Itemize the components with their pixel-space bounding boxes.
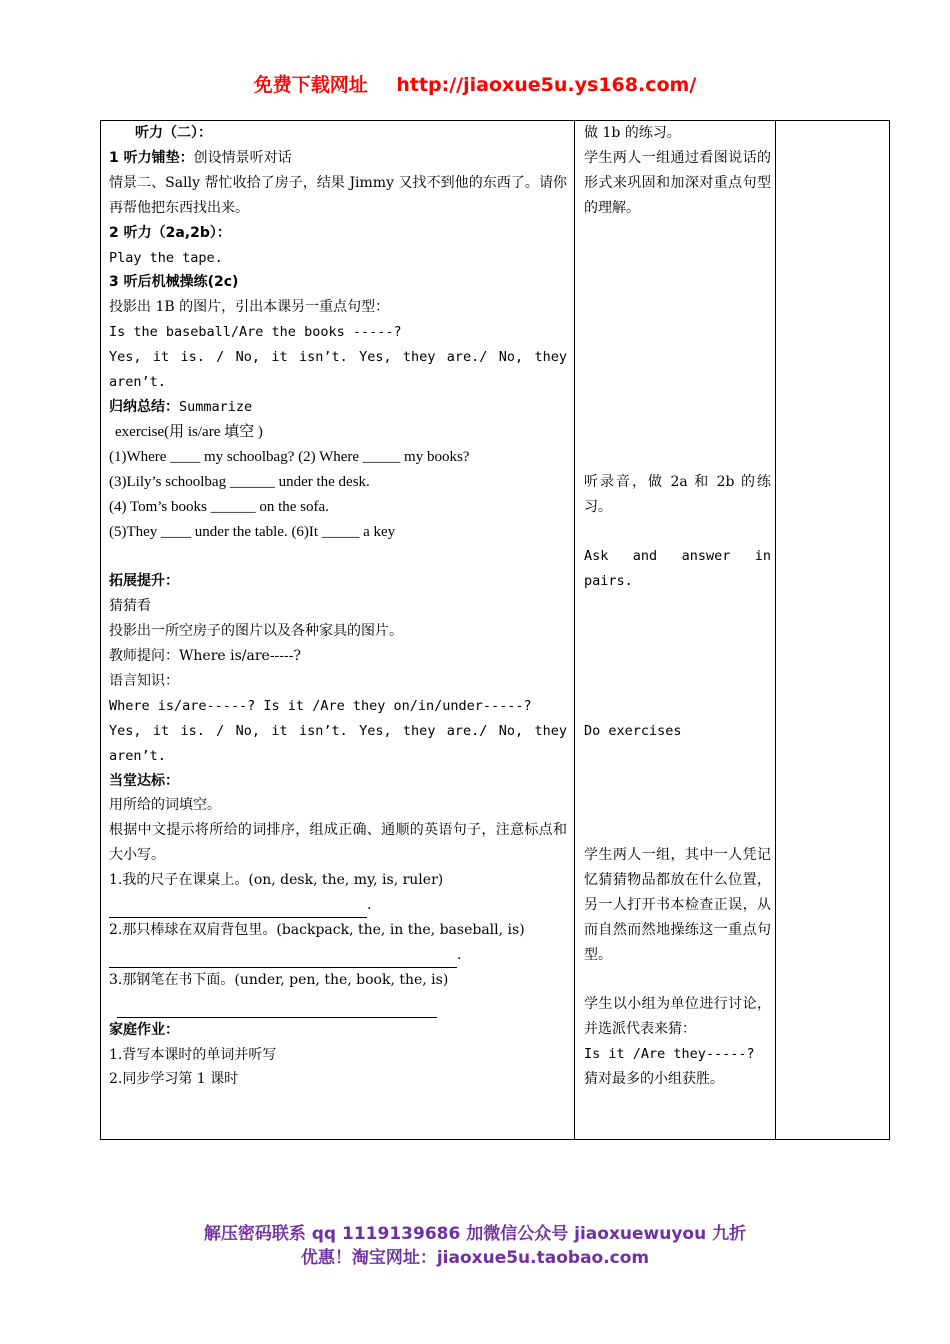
question-line: 3.那钢笔在书下面。(under, pen, the, book, the, is): [109, 971, 449, 988]
answer-blank: [117, 1013, 437, 1018]
text-line: Yes, it is. / No, it isn’t. Yes, they are./ No, they aren’t.: [109, 722, 567, 764]
text-line: 语言知识：: [109, 672, 179, 689]
student-activity-column: [584, 121, 771, 1092]
text-line: Summarize: [179, 398, 253, 415]
column-divider: [775, 121, 776, 1139]
text-line: 1.背写本课时的单词并听写: [109, 1046, 277, 1063]
exercise-line: (5)They ____ under the table. (6)It _____ a key: [109, 523, 396, 540]
text-line: 2.同步学习第 1 课时: [109, 1071, 239, 1088]
footer-line: 解压密码联系 qq 1119139686 加微信公众号 jiaoxuewuyou 九折: [203, 1224, 747, 1244]
column-divider: [574, 121, 575, 1139]
text-line: 做 1b 的练习。: [584, 125, 681, 141]
section-title: 1 听力铺垫：: [109, 149, 194, 166]
text-line: 根据中文提示将所给的词排序，组成正确、通顺的英语句子，注意标点和大小写。: [109, 822, 567, 864]
section-title: 听力（二）：: [135, 125, 212, 141]
text-line: .: [457, 946, 462, 963]
text-line: Where is/are-----? Is it /Are they on/in/under-----?: [109, 697, 532, 714]
text-line: 创设情景听对话: [193, 149, 292, 166]
exercise-line: (1)Where ____ my schoolbag? (2) Where _____ my books?: [109, 448, 470, 465]
text-line: 投影出 1B 的图片，引出本课另一重点句型：: [109, 299, 390, 316]
text-line: 学生以小组为单位进行讨论，并选派代表来猜：: [584, 996, 771, 1038]
lesson-table: [100, 120, 890, 1140]
question-line: 1.我的尺子在课桌上。(on, desk, the, my, is, ruler): [109, 872, 444, 889]
text-line: Is the baseball/Are the books -----?: [109, 324, 402, 341]
text-line: Ask and answer in pairs.: [584, 548, 771, 590]
text-line: Is it /Are they-----?: [584, 1046, 755, 1063]
text-line: 学生两人一组通过看图说话的形式来巩固和加深对重点句型的理解。: [584, 149, 771, 216]
text-line: 听录音，做 2a 和 2b 的练习。: [584, 473, 771, 515]
section-title: 家庭作业：: [109, 1021, 179, 1038]
teacher-activity-column: [109, 121, 567, 1092]
exercise-line: (3)Lily’s schoolbag ______ under the desk.: [109, 473, 370, 490]
section-title: 拓展提升：: [109, 573, 179, 590]
section-title: 归纳总结：: [109, 398, 179, 415]
text-line: 教师提问：Where is/are-----?: [109, 648, 301, 665]
question-line: 2.那只棒球在双肩背包里。(backpack, the, in the, baseball, is): [109, 921, 525, 938]
text-line: 情景二、Sally 帮忙收拾了房子，结果 Jimmy 又找不到他的东西了。请你再帮他把东西找出来。: [109, 174, 567, 216]
text-line: Yes, it is. / No, it isn’t. Yes, they are./ No, they aren’t.: [109, 349, 567, 391]
text-line: Play the tape.: [109, 249, 223, 266]
text-line: Do exercises: [584, 723, 682, 740]
exercise-line: (4) Tom’s books ______ on the sofa.: [109, 498, 329, 515]
answer-blank: [109, 953, 457, 968]
header-url[interactable]: http://jiaoxue5u.ys168.com/: [396, 74, 697, 96]
text-line: 投影出一所空房子的图片以及各种家具的图片。: [109, 623, 403, 640]
text-line: 用所给的词填空。: [109, 797, 221, 814]
footer-line: 优惠！淘宝网址：jiaoxue5u.taobao.com: [300, 1248, 650, 1268]
text-line: 学生两人一组，其中一人凭记忆猜猜物品都放在什么位置，另一人打开书本检查正误，从而自然而然地操练这一重点句型。: [584, 847, 771, 963]
text-line: .: [367, 897, 372, 914]
section-title: 2 听力（2a,2b）：: [109, 224, 231, 241]
section-title: 当堂达标：: [109, 772, 179, 789]
section-title: 3 听后机械操练(2c): [109, 274, 239, 291]
text-line: 猜对最多的小组获胜。: [584, 1071, 724, 1088]
header-label: 免费下载网址: [253, 74, 368, 96]
answer-blank: [109, 903, 367, 918]
text-line: 猜猜看: [109, 598, 151, 615]
text-line: exercise(用 is/are 填空 ): [115, 423, 263, 440]
page-header: [0, 70, 950, 97]
